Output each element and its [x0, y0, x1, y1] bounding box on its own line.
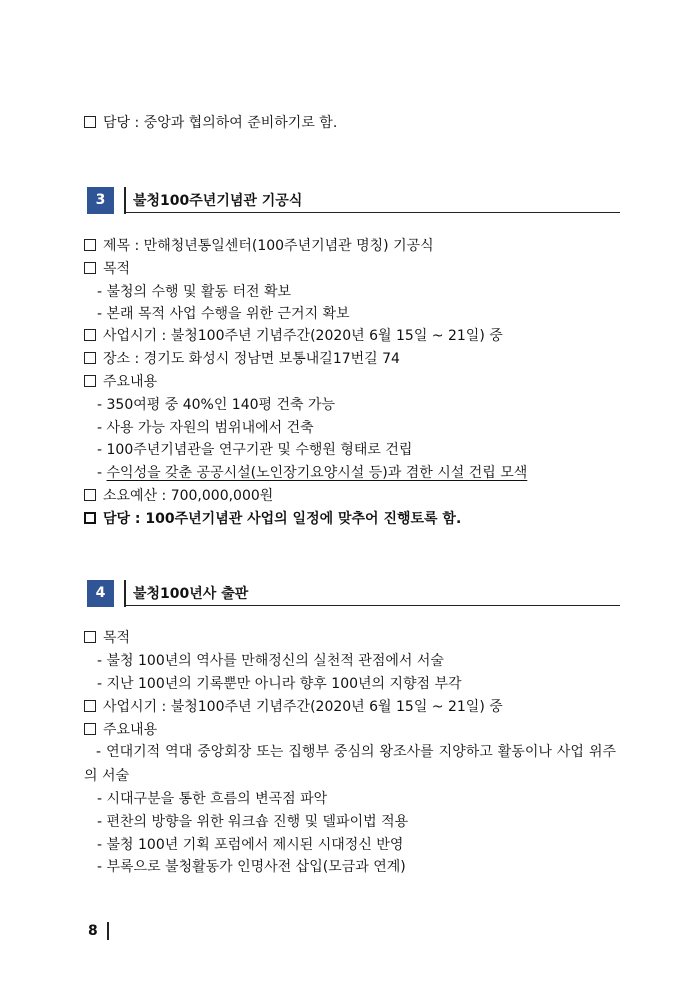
- s3-text: 소요예산 : 700,000,000원: [103, 488, 274, 504]
- s3-item-manager: [84, 508, 461, 530]
- section-4-number: 4: [87, 580, 114, 607]
- s4-text: 주요내용: [103, 722, 158, 738]
- s3-sub-item: - 350여평 중 40%인 140평 건축 가능: [97, 397, 336, 413]
- section-3-title: 불청100주년기념관 기공식: [133, 193, 303, 209]
- s3-item-place: [84, 348, 400, 370]
- s4-item-content: [84, 719, 157, 741]
- section-4-rule: [124, 605, 620, 606]
- s3-sub-item: - 100주년기념관을 연구기관 및 수행원 형태로 건립: [97, 442, 413, 458]
- s4-sub-item: - 편찬의 방향을 위한 워크숍 진행 및 델파이법 적용: [97, 814, 409, 830]
- s3-item-purpose: [84, 258, 130, 280]
- s4-sub-item: - 불청 100년의 역사를 만해정신의 실천적 관점에서 서술: [97, 653, 444, 669]
- s4-text: 목적: [103, 630, 131, 646]
- dash: -: [97, 465, 107, 481]
- section-4-title: 불청100년사 출판: [133, 586, 249, 602]
- intro-text: 담당 : 중앙과 협의하여 준비하기로 함.: [103, 115, 338, 131]
- checkbox-icon: [84, 723, 96, 735]
- s3-text: 제목 : 만해청년통일센터(100주년기념관 명칭) 기공식: [103, 238, 434, 254]
- s4-sub-item-paragraph: - 연대기적 역대 중앙회장 또는 집행부 중심의 왕조사를 지양하고 활동이나 사업 위주의 서술: [84, 744, 616, 784]
- s4-sub-item: - 부록으로 불청활동가 인명사전 삽입(모금과 연계): [97, 859, 406, 875]
- s3-sub-item: - 불청의 수행 및 활동 터전 확보: [97, 284, 292, 300]
- s3-sub-item: - 사용 가능 자원의 범위내에서 건축: [97, 420, 314, 436]
- s3-text: 장소 : 경기도 화성시 정남면 보통내길17번길 74: [103, 351, 400, 367]
- section-3-number: 3: [87, 187, 114, 214]
- page-number: 8: [88, 923, 98, 939]
- s4-sub-item: - 시대구분을 통한 흐름의 변곡점 파악: [97, 791, 328, 807]
- page-number-bar: [107, 922, 109, 940]
- checkbox-icon: [84, 329, 96, 341]
- s4-sub-item: - 불청 100년 기획 포럼에서 제시된 시대정신 반영: [97, 837, 404, 853]
- checkbox-icon: [84, 700, 96, 712]
- checkbox-icon: [84, 489, 96, 501]
- s3-item-period: [84, 325, 503, 347]
- underlined-text: 수익성을 갖춘 공공시설(노인장기요양시설 등)과 겸한 시설 건립 모색: [106, 465, 528, 481]
- s3-text: 사업시기 : 불청100주년 기념주간(2020년 6월 15일 ~ 21일) 중: [103, 328, 503, 344]
- s4-sub-item: - 지난 100년의 기록뿐만 아니라 향후 100년의 지향점 부각: [97, 676, 462, 692]
- s3-sub-item-underlined: [97, 462, 527, 484]
- s4-text: 사업시기 : 불청100주년 기념주간(2020년 6월 15일 ~ 21일) 중: [103, 699, 503, 715]
- s3-text: 주요내용: [103, 374, 158, 390]
- s3-sub-item: - 본래 목적 사업 수행을 위한 근거지 확보: [97, 306, 350, 322]
- checkbox-icon: [84, 239, 96, 251]
- section-3-bar: [124, 187, 126, 214]
- s4-item-period: [84, 696, 503, 718]
- checkbox-icon: [84, 352, 96, 364]
- s3-item-title: [84, 235, 434, 257]
- checkbox-icon: [84, 375, 96, 387]
- s4-item-purpose: [84, 627, 130, 649]
- checkbox-icon: [84, 116, 96, 128]
- section-3-rule: [124, 212, 620, 213]
- s3-text: 목적: [103, 261, 131, 277]
- section-4-bar: [124, 580, 126, 607]
- intro-item: [84, 112, 337, 134]
- s3-item-budget: [84, 485, 273, 507]
- checkbox-icon: [84, 631, 96, 643]
- checkbox-icon: [84, 512, 96, 524]
- s3-text: 담당 : 100주년기념관 사업의 일정에 맞추어 진행토록 함.: [103, 511, 462, 527]
- checkbox-icon: [84, 262, 96, 274]
- s3-item-content: [84, 371, 157, 393]
